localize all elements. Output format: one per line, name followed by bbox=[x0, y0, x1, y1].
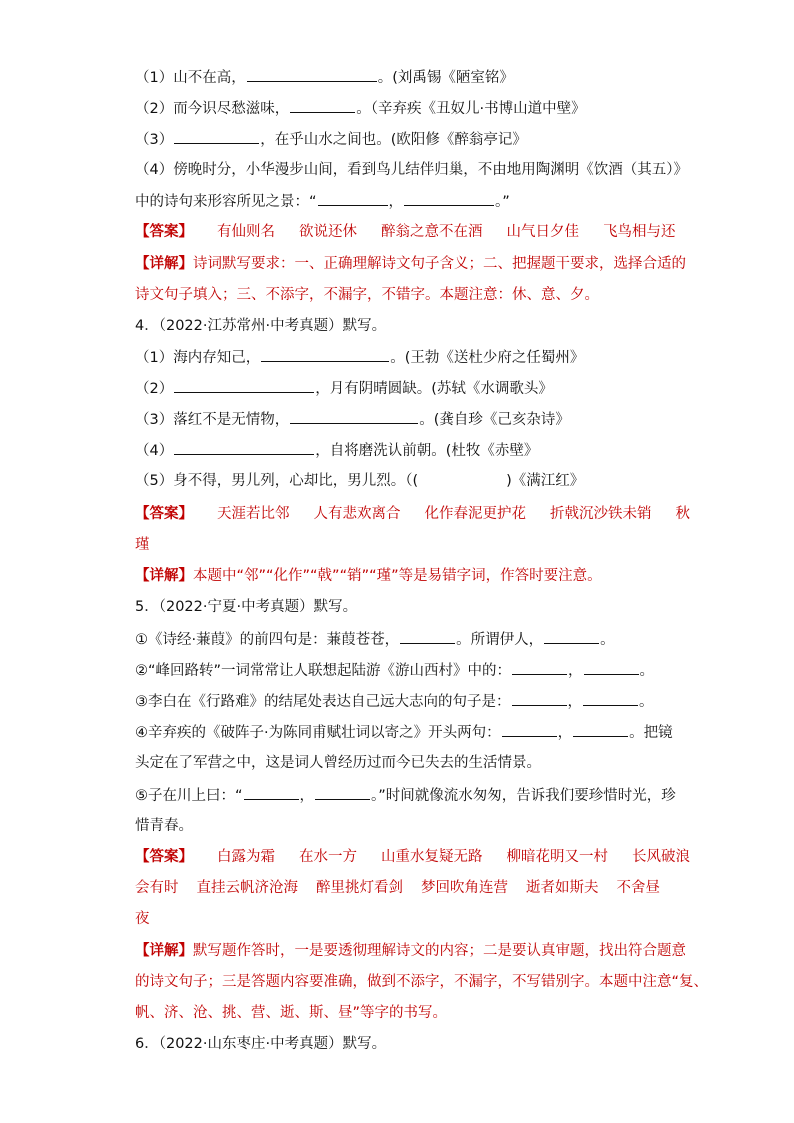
q3-detail-cont bbox=[135, 285, 599, 305]
detail-text: 诗文句子填入；三、不添字，不漏字，不错字。本题注意：休、意、夕。 bbox=[135, 287, 599, 303]
answer-blank bbox=[247, 67, 377, 82]
answer-blank bbox=[174, 378, 314, 393]
answer-label: 【答案】 bbox=[135, 506, 193, 522]
detail-text: 本题中“邻”“化作”“戟”“销”“瑾”等是易错字词，作答时要注意。 bbox=[193, 568, 602, 584]
q3-item-3-post: ，在乎山水之间也。(欧阳修《醉翁亭记》 bbox=[260, 132, 527, 148]
q5-item-3-pre: ③李白在《行路难》的结尾处表达自己远大志向的句子是： bbox=[135, 694, 511, 710]
q5-item-4-mid: ， bbox=[557, 725, 573, 741]
q3-item-1-post: 。(刘禹锡《陋室铭》 bbox=[377, 70, 514, 86]
answer-blank bbox=[512, 691, 567, 706]
question-title: 4．（2022·江苏常州·中考真题）默写。 bbox=[135, 318, 387, 334]
q3-item-2-post: 。（辛弃疾《丑奴儿·书博山道中壁》 bbox=[356, 101, 586, 117]
q5-item-2-pre: ②“峰回路转”一词常常让人联想起陆游《游山西村》中的： bbox=[135, 663, 512, 679]
answer-text: 醉翁之意不在酒 bbox=[381, 224, 483, 240]
q4-item-5 bbox=[135, 471, 584, 491]
detail-text: 的诗文句子；三是答题内容要准确，做到不添字，不漏字，不写错别字。本题中注意“复、 bbox=[135, 974, 709, 990]
q4-item-1 bbox=[135, 347, 584, 367]
question-title: 6．（2022·山东枣庄·中考真题）默写。 bbox=[135, 1036, 387, 1052]
answer-text: 瑾 bbox=[135, 537, 150, 553]
answer-blank bbox=[544, 629, 599, 644]
answer-text: 欲说还休 bbox=[299, 224, 357, 240]
q4-item-5-post: )《满江红》 bbox=[506, 473, 585, 489]
answer-text: 白露为霜 bbox=[217, 849, 275, 865]
answer-blank bbox=[174, 440, 314, 455]
answer-text: 有仙则名 bbox=[217, 224, 275, 240]
q4-answer-cont bbox=[135, 535, 150, 555]
q5-answer-cont bbox=[135, 878, 660, 898]
answer-text: 梦回吹角连营 bbox=[421, 880, 508, 896]
question-title: 5．（2022·宁夏·中考真题）默写。 bbox=[135, 599, 358, 615]
detail-text: 默写题作答时，一是要透彻理解诗文的内容；二是要认真审题，找出符合题意 bbox=[193, 943, 686, 959]
q3-item-4-cont bbox=[135, 191, 510, 211]
answer-blank bbox=[244, 785, 299, 800]
answer-text: 夜 bbox=[135, 911, 150, 927]
q5-detail-cont-2 bbox=[135, 1003, 447, 1023]
answer-blank bbox=[290, 409, 418, 424]
q5-item-4-pre: ④辛弃疾的《破阵子·为陈同甫赋壮词以寄之》开头两句： bbox=[135, 725, 501, 741]
q5-answer-cont-2 bbox=[135, 909, 150, 929]
q5-item-4 bbox=[135, 722, 673, 742]
answer-text: 山重水复疑无路 bbox=[381, 849, 483, 865]
q4-item-1-pre: （1）海内存知己， bbox=[135, 350, 261, 366]
answer-blank bbox=[174, 129, 259, 144]
q5-item-1 bbox=[135, 629, 615, 649]
answer-text: 天涯若比邻 bbox=[217, 506, 290, 522]
answer-blank bbox=[400, 629, 455, 644]
q3-item-4-cont-post: 。” bbox=[495, 194, 510, 210]
answer-text: 化作春泥更护花 bbox=[424, 506, 526, 522]
q4-item-3-post: 。(龚自珍《己亥杂诗》 bbox=[419, 412, 570, 428]
q4-item-4 bbox=[135, 440, 538, 460]
q3-item-2 bbox=[135, 98, 586, 118]
q5-item-5-cont bbox=[135, 816, 193, 836]
q5-item-4-cont: 头定在了军营之中，这是词人曾经历过而今已失去的生活情景。 bbox=[135, 755, 541, 771]
answer-text: 直挂云帆济沧海 bbox=[196, 880, 298, 896]
answer-blank bbox=[583, 691, 638, 706]
q3-item-4-cont-pre: 中的诗句来形容所见之景：“ bbox=[135, 194, 317, 210]
answer-text: 山气日夕佳 bbox=[506, 224, 579, 240]
answer-text: 秋 bbox=[675, 506, 690, 522]
detail-label: 【详解】 bbox=[135, 256, 193, 272]
q5-item-5-post: 。”时间就像流水匆匆，告诉我们要珍惜时光，珍 bbox=[371, 788, 676, 804]
q4-item-3 bbox=[135, 409, 570, 429]
answer-blank bbox=[261, 347, 389, 362]
answer-blank bbox=[290, 98, 355, 113]
answer-blank bbox=[584, 660, 639, 675]
answer-text: 会有时 bbox=[135, 880, 179, 896]
detail-label: 【详解】 bbox=[135, 943, 193, 959]
q3-item-4-cont-mid: ， bbox=[388, 194, 404, 210]
q5-answer bbox=[135, 847, 690, 867]
answer-text: 飞鸟相与还 bbox=[603, 224, 676, 240]
q5-item-2-post: 。 bbox=[639, 663, 655, 679]
answer-text: 在水一方 bbox=[299, 849, 357, 865]
q5-item-2 bbox=[135, 660, 654, 680]
answer-text: 逝者如斯夫 bbox=[526, 880, 599, 896]
q5-item-5-cont: 惜青春。 bbox=[135, 818, 193, 834]
answer-blank bbox=[318, 191, 388, 206]
answer-text: 人有悲欢离合 bbox=[313, 506, 401, 522]
q5-item-4-post: 。把镜 bbox=[629, 725, 673, 741]
q3-item-1 bbox=[135, 67, 514, 87]
detail-label: 【详解】 bbox=[135, 568, 193, 584]
q3-answer bbox=[135, 222, 676, 242]
q5-item-3-post: 。 bbox=[639, 694, 654, 710]
answer-blank bbox=[502, 722, 557, 737]
q5-item-5 bbox=[135, 785, 676, 805]
answer-blank bbox=[404, 191, 494, 206]
q5-item-5-mid: ， bbox=[299, 788, 315, 804]
q5-item-1-pre: ①《诗经·蒹葭》的前四句是：蒹葭苍苍， bbox=[135, 632, 400, 648]
q4-item-1-post: 。(王勃《送杜少府之任蜀州》 bbox=[390, 350, 585, 366]
answer-text: 长风破浪 bbox=[632, 849, 690, 865]
q5-detail-cont bbox=[135, 972, 708, 992]
detail-text: 帆、济、沧、挑、营、逝、斯、昼”等字的书写。 bbox=[135, 1005, 448, 1021]
q4-item-2-post: ，月有阴晴圆缺。(苏轼《水调歌头》 bbox=[315, 381, 553, 397]
q5-item-3-mid: ， bbox=[567, 694, 582, 710]
q4-item-2-pre: （2） bbox=[135, 381, 174, 397]
q6-title bbox=[135, 1034, 386, 1054]
q5-item-2-mid: ， bbox=[568, 663, 583, 679]
q5-item-4-cont bbox=[135, 753, 541, 773]
answer-text: 折戟沉沙铁未销 bbox=[550, 506, 652, 522]
q3-item-4-text: （4）傍晚时分，小华漫步山间，看到鸟儿结伴归巢，不由地用陶渊明《饮酒（其五）》 bbox=[135, 162, 688, 178]
q5-title bbox=[135, 597, 357, 617]
q5-item-1-mid: 。所谓伊人， bbox=[456, 632, 544, 648]
q5-item-1-post: 。 bbox=[600, 632, 615, 648]
q4-detail bbox=[135, 566, 602, 586]
q3-item-3-pre: （3） bbox=[135, 132, 174, 148]
answer-blank bbox=[573, 722, 628, 737]
q5-item-5-pre: ⑤子在川上曰：“ bbox=[135, 788, 243, 804]
answer-text: 不舍昼 bbox=[616, 880, 660, 896]
q4-item-2 bbox=[135, 378, 553, 398]
q3-item-3 bbox=[135, 129, 527, 149]
answer-label: 【答案】 bbox=[135, 849, 193, 865]
q4-item-4-pre: （4） bbox=[135, 443, 174, 459]
q3-item-2-pre: （2）而今识尽愁滋味， bbox=[135, 101, 290, 117]
q4-item-4-post: ，自将磨洗认前朝。(杜牧《赤壁》 bbox=[315, 443, 539, 459]
answer-text: 醉里挑灯看剑 bbox=[316, 880, 403, 896]
q4-item-5-pre: （5）身不得，男儿列，心却比，男儿烈。（( bbox=[135, 473, 419, 489]
q4-item-3-pre: （3）落红不是无情物， bbox=[135, 412, 290, 428]
answer-text: 柳暗花明又一村 bbox=[506, 849, 608, 865]
q3-item-4 bbox=[135, 160, 688, 180]
q4-answer bbox=[135, 504, 690, 524]
q3-item-1-pre: （1）山不在高， bbox=[135, 70, 246, 86]
q5-item-3 bbox=[135, 691, 654, 711]
q5-detail bbox=[135, 941, 686, 961]
answer-label: 【答案】 bbox=[135, 224, 193, 240]
q4-title bbox=[135, 316, 386, 336]
q3-detail bbox=[135, 254, 686, 274]
answer-blank bbox=[315, 785, 370, 800]
detail-text: 诗词默写要求：一、正确理解诗文句子含义；二、把握题干要求，选择合适的 bbox=[193, 256, 686, 272]
answer-blank bbox=[512, 660, 567, 675]
